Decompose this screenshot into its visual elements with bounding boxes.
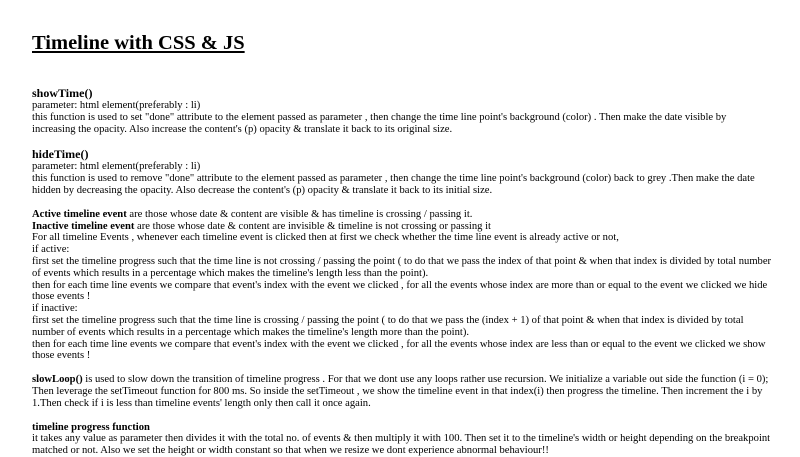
slowloop-term: slowLoop()	[32, 374, 83, 386]
inactive-definition	[32, 221, 772, 233]
active-definition	[32, 209, 772, 221]
progress-text: it takes any value as parameter then divides it with the total no. of events & then multiply it with 100. Then set it to the timeline's width or height depending on the breakpoint matched or not. Also we set the height or width constant so that when we resize we dont experience abnormal behaviour!!	[32, 433, 771, 457]
inactive-text: are those whose date & content are invisible & timeline is not crossing or passing it	[134, 220, 491, 232]
hidetime-desc: this function is used to remove "done" attribute to the element passed as parameter , then change the time line point's background (color) back to grey .Then make the date hidden by decreasing the opacity. Also decrease the content's (p) opacity & translate it back to its initial size.	[32, 173, 755, 196]
progress-heading	[32, 422, 772, 434]
active-text: are those whose date & content are visible & has timeline is crossing / passing it.	[126, 208, 473, 220]
active-step-1: first set the timeline progress such that the time line is not crossing / passing the point ( to do that we pass the index of that point & when that index is divided by total number of events which results in a percentage which makes the timeline's length less than the point).	[32, 255, 772, 279]
section-progress	[32, 422, 772, 457]
active-step-2: then for each time line events we compare that event's index with the event we clicked , for all the events whose index are more than or equal to the event we clicked we hide those events !	[32, 279, 768, 303]
active-term: Active timeline event	[32, 208, 127, 220]
section-hidetime	[32, 147, 772, 196]
hidetime-param: parameter: html element(preferably : li)	[32, 161, 201, 173]
if-inactive-label: if inactive:	[32, 303, 78, 315]
inactive-step-1: first set the timeline progress such that the time line is crossing / passing the point ( to do that we pass the (index + 1) of that point & when that index is divided by total number of events which results in a percentage which makes the timeline's length more than the point).	[32, 314, 744, 338]
section-slowloop	[32, 374, 772, 409]
section-events	[32, 209, 772, 362]
document-body	[32, 86, 772, 457]
section-showtime	[32, 86, 772, 135]
slowloop-text: is used to slow down the transition of timeline progress . For that we dont use any loops rather use recursion. We initialize a variable out side the function (i = 0); Then leverage the setTimeout function for 800 ms. So inside the setTimeout , we show the timeline event in that index(i) then progress the timeline. Then increment the i by 1.Then check if i is less than timeline events' length only then call it once again.	[32, 374, 769, 409]
page-title: Timeline with CSS & JS	[32, 32, 245, 54]
inactive-step-2: then for each time line events we compare that event's index with the event we clicked , for all the events whose index are less than or equal to the event we clicked we show those events !	[32, 338, 766, 362]
for-all-text: For all timeline Events , whenever each timeline event is clicked then at first we check whether the time line event is already active or not,	[32, 232, 619, 244]
showtime-heading: showTime()	[32, 86, 93, 100]
if-active-label: if active:	[32, 244, 70, 256]
progress-term: timeline progress function	[32, 421, 150, 433]
hidetime-heading: hideTime()	[32, 147, 89, 162]
inactive-term: Inactive timeline event	[32, 220, 135, 232]
slowloop-paragraph	[32, 374, 772, 409]
showtime-desc: this function is used to set "done" attribute to the element passed as parameter , then change the time line point's background (color) . Then make the date visible by increasing the opacity. Also increase the content's (p) opacity & translate it back to its original size.	[32, 111, 727, 135]
showtime-param: parameter: html element(preferably : li)	[32, 100, 201, 111]
